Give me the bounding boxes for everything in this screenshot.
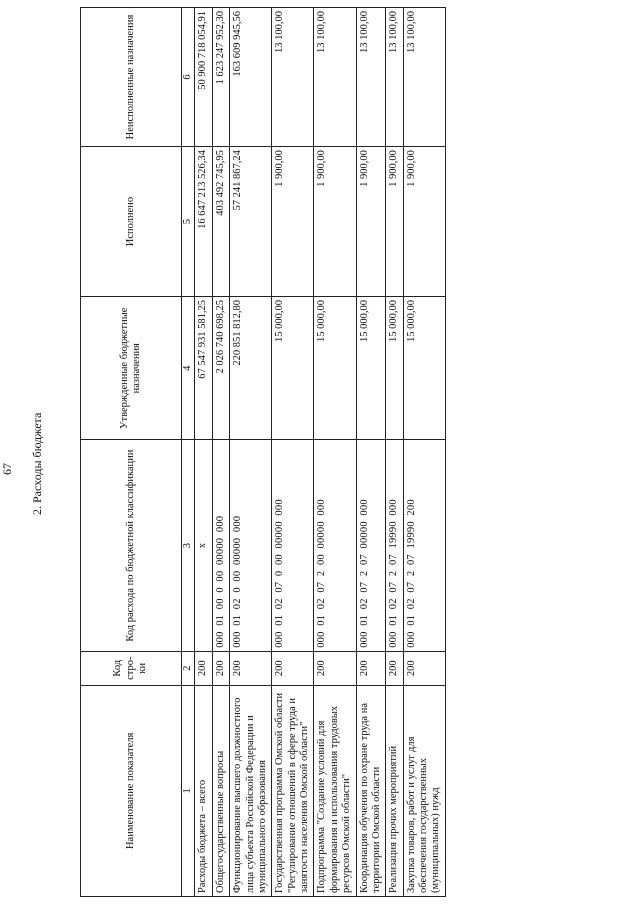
column-number: 2 [182,651,195,685]
cell-line: 200 [314,651,356,685]
cell-code: 000 01 02 0 00 00000 000 [230,440,272,651]
column-number-row [182,8,195,897]
cell-name: Закупка товаров, работ и услуг для обеспечения государственных (муниципальных) нужд [403,685,445,896]
cell-line: 200 [212,651,229,685]
column-number: 5 [182,147,195,297]
cell-approved: 15 000,00 [356,297,386,440]
cell-approved: 220 851 812,80 [230,297,272,440]
cell-unexecuted: 1 623 247 952,30 [212,8,229,147]
section-title: 2. Расходы бюджета [30,412,44,515]
cell-name: Реализация прочих мероприятий [386,685,403,896]
page-number: 67 [0,463,14,475]
cell-line: 200 [195,651,212,685]
header-executed: Исполнено [81,147,182,297]
cell-code: 000 01 02 07 2 07 19990 200 [403,440,445,651]
table-header-row [81,8,182,897]
cell-code: 000 01 02 07 2 00 00000 000 [314,440,356,651]
cell-executed: 1 900,00 [314,147,356,297]
cell-executed: 16 647 213 526,34 [195,147,212,297]
cell-code: 000 01 02 07 2 07 00000 000 [356,440,386,651]
cell-executed: 1 900,00 [272,147,314,297]
cell-executed: 57 241 867,24 [230,147,272,297]
cell-line: 200 [356,651,386,685]
cell-executed: 1 900,00 [356,147,386,297]
cell-executed: 403 492 745,95 [212,147,229,297]
table-row [272,8,314,897]
cell-unexecuted: 13 100,00 [403,8,445,147]
table-row [314,8,356,897]
cell-line: 200 [386,651,403,685]
column-number: 1 [182,685,195,896]
header-expense-code: Код расхода по бюджетной классификации [81,440,182,651]
cell-code: 000 01 02 07 2 07 19990 000 [386,440,403,651]
cell-unexecuted: 13 100,00 [386,8,403,147]
table-row [386,8,403,897]
cell-approved: 2 026 740 698,25 [212,297,229,440]
cell-line: 200 [230,651,272,685]
cell-unexecuted: 13 100,00 [272,8,314,147]
table-row [356,8,386,897]
cell-name: Расходы бюджета – всего [195,685,212,896]
cell-code: 000 01 00 0 00 00000 000 [212,440,229,651]
cell-line: 200 [272,651,314,685]
column-number: 4 [182,297,195,440]
cell-name: Функционирование высшего должностного лица субъекта Российской Федерации и муниципального образования [230,685,272,896]
table-row [403,8,445,897]
cell-approved: 15 000,00 [403,297,445,440]
cell-approved: 15 000,00 [272,297,314,440]
cell-executed: 1 900,00 [386,147,403,297]
cell-code: x [195,440,212,651]
cell-approved: 15 000,00 [386,297,403,440]
cell-unexecuted: 163 609 945,56 [230,8,272,147]
cell-code: 000 01 02 07 0 00 00000 000 [272,440,314,651]
table-row [230,8,272,897]
column-number: 3 [182,440,195,651]
table-row [212,8,229,897]
cell-name: Координация обучения по охране труда на территории Омской области [356,685,386,896]
cell-approved: 67 547 931 581,25 [195,297,212,440]
cell-name: Общегосударственные вопросы [212,685,229,896]
column-number: 6 [182,8,195,147]
header-approved: Утвержденные бюджетные назначения [81,297,182,440]
budget-expenses-table [80,7,446,897]
cell-unexecuted: 13 100,00 [314,8,356,147]
header-line-code: Код стро- ки [81,651,182,685]
cell-name: Государственная программа Омской области "Регулирование отношений в сфере труда и занятости населения Омской области" [272,685,314,896]
cell-unexecuted: 50 900 718 054,91 [195,8,212,147]
cell-approved: 15 000,00 [314,297,356,440]
table-row [195,8,212,897]
header-indicator-name: Наименование показателя [81,685,182,896]
cell-name: Подпрограмма "Создание условий для формирования и использования трудовых ресурсов Омской области" [314,685,356,896]
cell-executed: 1 900,00 [403,147,445,297]
cell-unexecuted: 13 100,00 [356,8,386,147]
header-unexecuted: Неисполненные назначения [81,8,182,147]
cell-line: 200 [403,651,445,685]
